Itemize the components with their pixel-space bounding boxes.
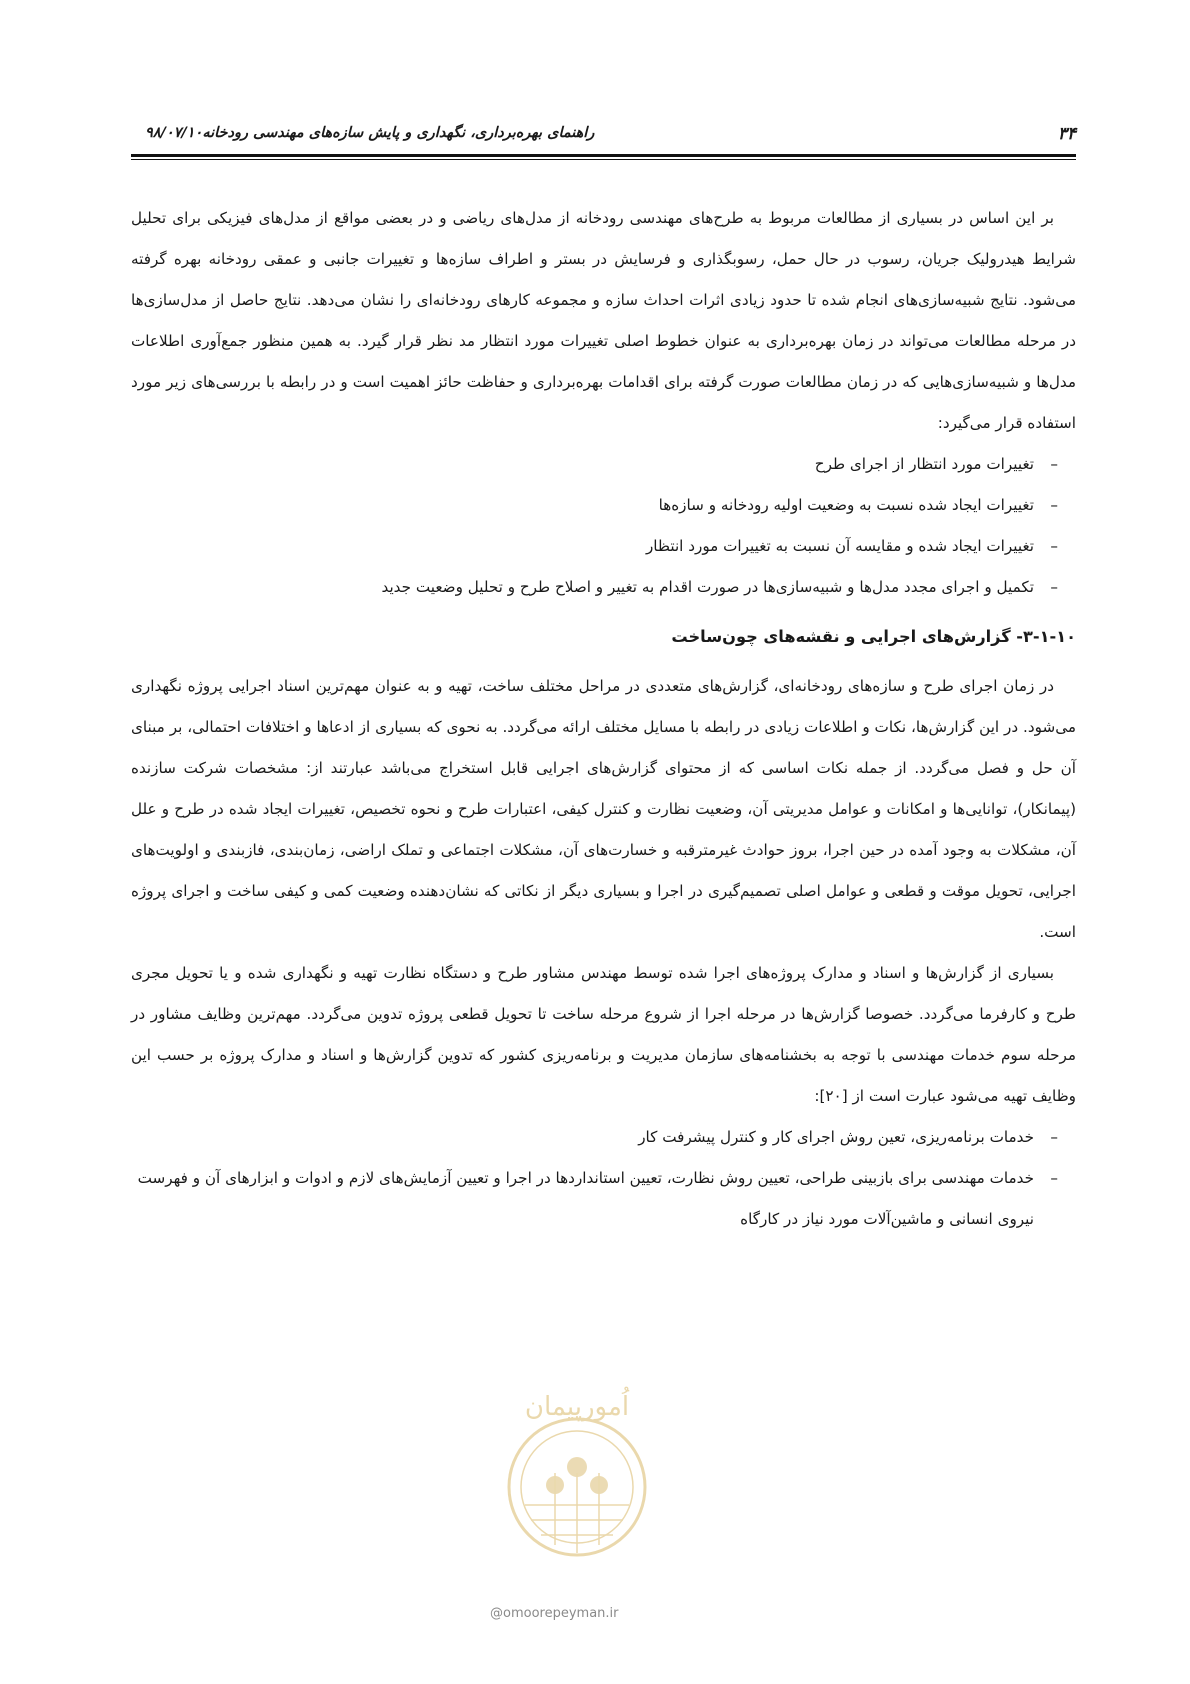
- list-item: [131, 485, 1076, 526]
- list-dash: –: [1050, 496, 1058, 514]
- list-item: [131, 567, 1076, 608]
- paragraph-1: بر این اساس در بسیاری از مطالعات مربوط به طرح‌های مهندسی رودخانه از مدل‌های ریاضی و در بعضی مواقع از مدل‌های فیزیکی برای تحلیل شرایط هیدرولیک جریان، رسوب در حال حمل، رسوبگذاری و فرسایش در بستر و اطراف سازه‌ها و تغییرات جانبی و عمقی رودخانه بهره گرفته می‌شود. نتایج شبیه‌سازی‌های انجام شده تا حدود زیادی اثرات احداث سازه و مجموعه کارهای رودخانه‌ای را نشان می‌دهد. نتایج حاصل از مدل‌سازی‌ها در مرحله مطالعات می‌تواند در زمان بهره‌برداری به عنوان خطوط اصلی تغییرات مورد انتظار مد نظر قرار گیرد. به همین منظور جمع‌آوری اطلاعات مدل‌ها و شبیه‌سازی‌هایی که در زمان مطالعات صورت گرفته برای اقدامات بهره‌برداری و حفاظت حائز اهمیت است و در رابطه با بررسی‌های زیر مورد استفاده قرار می‌گیرد:: [131, 209, 1076, 432]
- list-item-text: تغییرات ایجاد شده نسبت به وضعیت اولیه رودخانه و سازه‌ها: [658, 496, 1034, 514]
- list-item: [131, 444, 1076, 485]
- paragraph-2: در زمان اجرای طرح و سازه‌های رودخانه‌ای، گزارش‌های متعددی در مراحل مختلف ساخت، تهیه و به عنوان مهم‌ترین اسناد اجرایی پروژه نگهداری می‌شود. در این گزارش‌ها، نکات و اطلاعات زیادی در رابطه با مسایل مختلف ارائه می‌گردد. به نحوی که بسیاری از ادعاها و اختلافات احتمالی، بر مبنای آن حل و فصل می‌گردد. از جمله نکات اساسی که از محتوای گزارش‌های اجرایی قابل استخراج می‌باشد عبارتند از: مشخصات شرکت سازنده (پیمانکار)، توانایی‌ها و امکانات و عوامل مدیریتی آن، وضعیت نظارت و کنترل کیفی، اعتبارات طرح و نحوه تخصیص، تغییرات ایجاد شده در طرح و علل آن، مشکلات به وجود آمده در حین اجرا، بروز حوادث غیرمترقبه و خسارت‌های آن، مشکلات اجتماعی و تملک اراضی، زمان‌بندی، فازبندی و اولویت‌های اجرایی، تحویل موقت و قطعی و عوامل اصلی تصمیم‌گیری در اجرا و بسیاری دیگر از نکاتی که نشان‌دهنده وضعیت کمی و کیفی ساخت و اجرای پروژه است.: [131, 677, 1076, 941]
- document-body: [131, 198, 1076, 1240]
- list-item: [131, 1158, 1076, 1240]
- list-item: [131, 1117, 1076, 1158]
- list-dash: –: [1050, 537, 1058, 555]
- list-dash: –: [1050, 578, 1058, 596]
- consultant-duties-list: [131, 1117, 1076, 1240]
- page-header: [131, 104, 1076, 160]
- list-item-text: تغییرات مورد انتظار از اجرای طرح: [814, 455, 1034, 473]
- list-dash: –: [1050, 455, 1058, 473]
- section-heading: ۳-۱-۱۰- گزارش‌های اجرایی و نقشه‌های چون‌ساخت: [671, 627, 1076, 646]
- running-title: [131, 125, 594, 141]
- list-item-text: تغییرات ایجاد شده و مقایسه آن نسبت به تغییرات مورد انتظار: [645, 537, 1034, 555]
- list-item-text: خدمات مهندسی برای بازبینی طراحی، تعیین روش نظارت، تعیین استانداردها در اجرا و تعیین آزمایش‌های لازم و ادوات و ابزارهای آن و فهرست نیروی انسانی و ماشین‌آلات مورد نیاز در کارگاه: [137, 1169, 1034, 1228]
- paragraph-3: بسیاری از گزارش‌ها و اسناد و مدارک پروژه‌های اجرا شده توسط مهندس مشاور طرح و دستگاه نظارت تهیه و نگهداری شده و یا تحویل مجری طرح و کارفرما می‌گردد. خصوصا گزارش‌ها در مرحله اجرا از شروع مرحله ساخت تا تحویل قطعی پروژه تدوین می‌گردد. مهم‌ترین وظایف مشاور در مرحله سوم خدمات مهندسی با توجه به بخشنامه‌های سازمان مدیریت و برنامه‌ریزی کشور که تدوین گزارش‌ها و اسناد و مدارک پروژه بر حسب این وظایف تهیه می‌شود عبارت است از [۲۰]:: [131, 964, 1076, 1105]
- watermark-logo: [485, 1385, 670, 1570]
- header-date: ۹۸/۰۷/۱۰: [145, 125, 203, 141]
- header-rule: [131, 154, 1076, 160]
- page-number: ۳۴: [1057, 124, 1076, 144]
- expected-changes-list: [131, 444, 1076, 608]
- header-title-text: راهنمای بهره‌برداری، نگهداری و پایش سازه‌های مهندسی رودخانه: [202, 125, 595, 141]
- watermark-site: @omoorepeyman.ir: [490, 1606, 619, 1621]
- list-dash: –: [1050, 1169, 1058, 1187]
- list-dash: –: [1050, 1128, 1058, 1146]
- list-item-text: خدمات برنامه‌ریزی، تعین روش اجرای کار و کنترل پیشرفت کار: [638, 1128, 1034, 1146]
- list-item: [131, 526, 1076, 567]
- list-item-text: تکمیل و اجرای مجدد مدل‌ها و شبیه‌سازی‌ها در صورت اقدام به تغییر و اصلاح طرح و تحلیل وضعیت جدید: [381, 578, 1034, 596]
- watermark-logo-text: اُمورپیمان: [524, 1392, 630, 1422]
